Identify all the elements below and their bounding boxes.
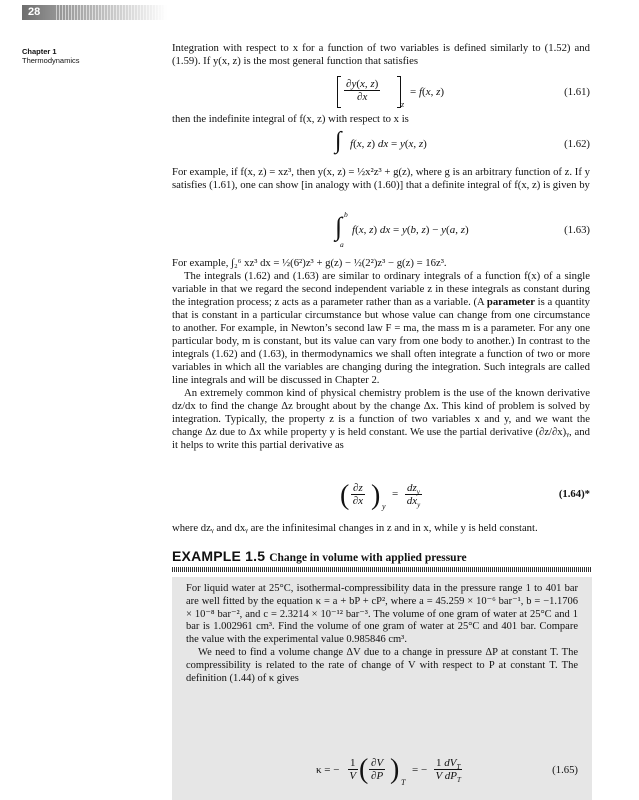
eq-1-61-fraction: $\frac{\partial y(x, z)}{\partial x}$ [346, 78, 379, 103]
paragraph-2 [172, 113, 590, 126]
example-heading [172, 548, 592, 562]
eq-1-65-partial: $\frac{\partial V}{\partial P}$ [371, 757, 384, 782]
equation-1-64: ( $\frac{\partial z}{\partial x}$ ) y = $dz_y$ $dx_y$ (1.64)* [340, 480, 590, 511]
eq-1-62-number: (1.62) [564, 138, 590, 150]
chapter-label: Chapter 1 [22, 47, 57, 56]
page-number-bar [22, 5, 167, 20]
example-title: Change in volume with applied pressure [269, 552, 467, 564]
para-7-text: where dzᵧ and dxᵧ are the infinitesimal changes in z and in x, while y is held constant. [172, 522, 538, 534]
paragraph-4-5 [172, 257, 590, 452]
chapter-marker [22, 47, 80, 65]
chapter-title: Thermodynamics [22, 56, 80, 65]
eq-1-63-number: (1.63) [564, 224, 590, 236]
eq-1-65-differentials: 1 $dV_T$ V $dP_T$ [435, 757, 461, 785]
eq-1-61-number: (1.61) [564, 86, 590, 98]
eq-1-64-partial: $\frac{\partial z}{\partial x}$ [352, 482, 364, 507]
equation-1-61: $\frac{\partial y(x, z)}{\partial x}$ z = f(x, z) (1.61) [172, 76, 590, 110]
example-para-2: We need to find a volume change ΔV due to a change in pressure ΔP at constant T. The compressibility is related to the rate of change of V with respect to P at constant T. The definition (1.44) of κ gives [186, 646, 578, 684]
paragraph-7 [172, 522, 590, 535]
para-2-text: then the indefinite integral of f(x, z) with respect to x is [172, 113, 409, 125]
page-bar-pattern [56, 5, 167, 20]
example-para-1: For liquid water at 25°C, isothermal-compressibility data in the pressure range 1 to 401 bar are well fitted by the equation κ = a + bP + cP², where a = 45.259 × 10⁻⁶ bar⁻¹, b = −1.1706 × 10⁻⁸ bar⁻², and c = 2.3214 × 10⁻¹² bar⁻³. The volume of one gram of water at 25°C and 1 bar is 1.002961 cm³. Find the volume of one gram of water at 25°C and 401 bar. Compare the value with the experimental value 0.985846 cm³. [186, 583, 578, 646]
eq-1-65-inv-v: $\frac{1}{V}$ [349, 757, 357, 782]
para-5-text-a: The integrals (1.62) and (1.63) are similar to ordinary integrals of a function f(x) of a single variable in that we regard the second independent variable z in these integrals as constant during the integration process; z acts as a parameter rather than as a variable. (A [172, 270, 590, 308]
para-4-text: For example, ∫₂⁶ xz³ dx = ½(6²)z³ + g(z) − ½(2²)z³ − g(z) = 16z³. [172, 257, 447, 269]
example-text [186, 583, 578, 685]
para-1-text: Integration with respect to x for a function of two variables is defined similarly to (1.52) and (1.59). If y(x, z) is the most general function that satisfies [172, 42, 590, 67]
eq-1-64-differentials: $dz_y$ $dx_y$ [406, 482, 421, 510]
example-label: EXAMPLE 1.5 [172, 548, 266, 564]
eq-1-65-number: (1.65) [552, 764, 578, 776]
paragraph-1 [172, 42, 590, 68]
para-3-text: For example, if f(x, z) = xz³, then y(x, z) = ½x²z³ + g(z), where g is an arbitrary function of z. If y satisfies (1.61), one can show [in analogy with (1.60)] that a definite integral of f(x, z) is given by [172, 166, 590, 191]
equation-1-62: ∫ f(x, z) dx = y(x, z) (1.62) [335, 128, 590, 154]
parameter-term: parameter [486, 296, 535, 308]
paragraph-3 [172, 166, 590, 192]
para-5 [172, 270, 590, 387]
para-5-text-b: is a quantity that is constant in a particular circumstance but whose value can change from one circumstance to another. For example, in Newton’s second law F = ma, the mass m is a parameter. For any one particular body, m is constant, but its value can vary from one body to another.) In contrast to the integrals (1.62) and (1.63), in thermodynamics we shall often integrate a function of two or more variables in which all the variables are changing during the integration. Such integrals are called line integrals and will be discussed in Chapter 2. [172, 296, 590, 386]
para-6-text: An extremely common kind of physical chemistry problem is the use of the known derivative dz/dx to find the change Δz brought about by the change Δx. This kind of problem is solved by integration. Typically, the property z is a function of two variables x and y, and we want the change Δz due to Δx while property y is held constant. We use the partial derivative (∂z/∂x)ᵧ, and it helps to write this partial derivative as [172, 387, 590, 451]
page-number: 28 [28, 6, 41, 18]
example-rule [172, 567, 592, 572]
eq-1-61-brackets [337, 76, 401, 108]
equation-1-65: κ = − $\frac{1}{V}$ ( $\frac{\partial V}{\partial P}$ ) T = − 1 $dV_T$ V $dP_T$ (1.65) [316, 754, 578, 787]
eq-1-64-number: (1.64)* [558, 488, 590, 500]
equation-1-63: b ∫ a f(x, z) dx = y(b, z) − y(a, z) (1.63) [335, 210, 590, 249]
